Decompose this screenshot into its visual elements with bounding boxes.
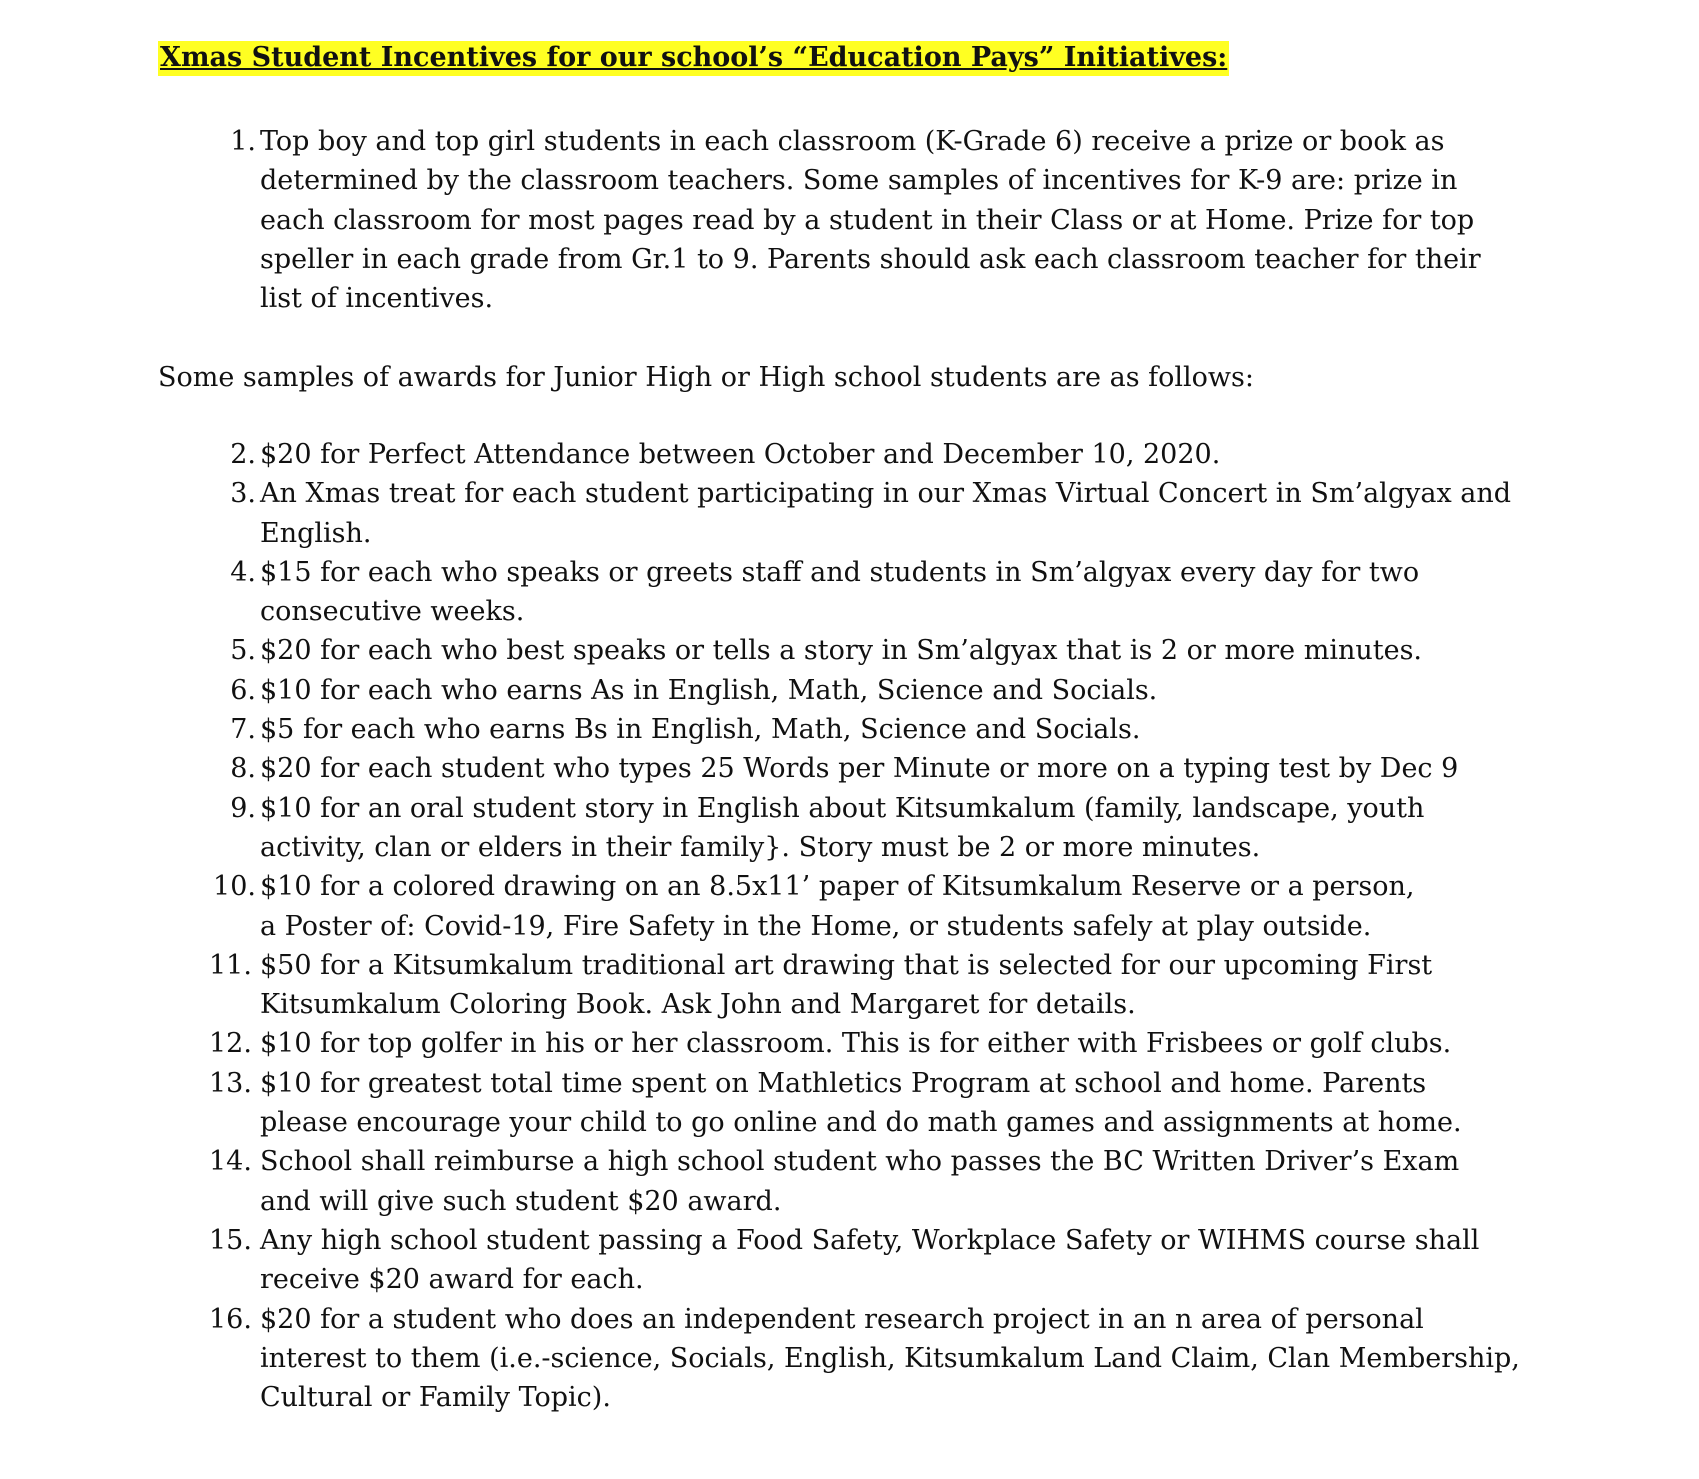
incentive-list-secondary [158, 435, 1558, 1417]
list-item [158, 553, 1558, 632]
list-item-number: 4. [230, 556, 256, 588]
list-item [158, 631, 1558, 670]
list-item [158, 867, 1558, 946]
list-item [158, 435, 1558, 474]
list-item-text: $50 for a Kitsumkalum traditional art drawing that is selected for our upcoming First Kitsumkalum Coloring Book. Ask John and Margaret for details. [260, 949, 1433, 1021]
list-item-text: An Xmas treat for each student participating in our Xmas Virtual Concert in Sm’algyax and English. [260, 478, 1512, 549]
list-item-text: $10 for top golfer in his or her classroom. This is for either with Frisbees or golf clubs. [260, 1028, 1452, 1060]
awards-intro-paragraph: Some samples of awards for Junior High or High school students are as follows: [158, 362, 1254, 393]
list-item-number: 10. [213, 871, 256, 903]
list-item-text: $10 for an oral student story in English about Kitsumkalum (family, landscape, youth activity, clan or elders in their family}. Story must be 2 or more minutes. [260, 792, 1425, 863]
list-item-number: 14. [209, 1146, 252, 1178]
incentive-list-primary [158, 122, 1558, 318]
list-item [158, 122, 1558, 318]
list-item-number: 12. [209, 1028, 252, 1060]
list-item-text: $20 for each who best speaks or tells a story in Sm’algyax that is 2 or more minutes. [260, 635, 1423, 667]
list-item-text: $20 for a student who does an independent research project in an n area of personal interest to them (i.e.-science, Socials, English, Kitsumkalum Land Claim, Clan Membership, Cultural or Family Topic). [260, 1303, 1520, 1414]
list-item-text: $10 for greatest total time spent on Mathletics Program at school and home. Parents please encourage your child to go online and do math games and assignments at home. [260, 1067, 1462, 1139]
list-item-number: 5. [230, 635, 256, 667]
list-item [158, 1142, 1558, 1221]
list-item-text: Any high school student passing a Food Safety, Workplace Safety or WIHMS course shall receive $20 award for each. [260, 1224, 1480, 1296]
list-item-text: $5 for each who earns Bs in English, Math, Science and Socials. [260, 714, 1141, 746]
list-item [158, 1064, 1558, 1143]
list-item-number: 16. [209, 1303, 252, 1335]
list-item-text: Top boy and top girl students in each classroom (K-Grade 6) receive a prize or book as determined by the classroom teachers. Some samples of incentives for K-9 are: prize in each classroom for most pages read by a student in their Class or at Home. Prize for top speller in each grade from Gr.1 to 9. Parents should ask each classroom teacher for their list of incentives. [260, 126, 1481, 315]
list-item [158, 946, 1558, 1025]
list-item [158, 710, 1558, 749]
list-item [158, 474, 1558, 553]
title-highlight: Xmas Student Incentives for our school’s “Education Pays” Initiatives: [158, 41, 1229, 76]
list-item-text: $20 for Perfect Attendance between October and December 10, 2020. [260, 439, 1221, 470]
document-title [158, 40, 1229, 76]
list-item-number: 15. [209, 1224, 252, 1256]
list-item-number: 2. [230, 439, 256, 470]
list-item-text: School shall reimburse a high school student who passes the BC Written Driver’s Exam and will give such student $20 award. [260, 1146, 1460, 1217]
list-item-number: 13. [209, 1067, 252, 1099]
list-item-number: 1. [230, 126, 256, 157]
list-item [158, 1221, 1558, 1300]
list-item [158, 1024, 1558, 1063]
list-item [158, 671, 1558, 710]
list-item-number: 11. [209, 949, 252, 981]
list-item-number: 8. [230, 753, 256, 785]
list-item [158, 1300, 1558, 1418]
list-item-number: 9. [230, 792, 256, 824]
list-item-number: 7. [230, 714, 256, 746]
list-item-text: $15 for each who speaks or greets staff and students in Sm’algyax every day for two consecutive weeks. [260, 556, 1420, 628]
list-item-number: 3. [230, 478, 256, 510]
list-item-text: $10 for a colored drawing on an 8.5x11’ paper of Kitsumkalum Reserve or a person, a Poster of: Covid-19, Fire Safety in the Home, or students safely at play outside. [260, 871, 1415, 942]
list-item [158, 749, 1558, 788]
list-item-text: $10 for each who earns As in English, Math, Science and Socials. [260, 674, 1158, 706]
list-item-text: $20 for each student who types 25 Words per Minute or more on a typing test by Dec 9 [260, 753, 1459, 785]
list-item-number: 6. [230, 674, 256, 706]
list-item [158, 789, 1558, 868]
